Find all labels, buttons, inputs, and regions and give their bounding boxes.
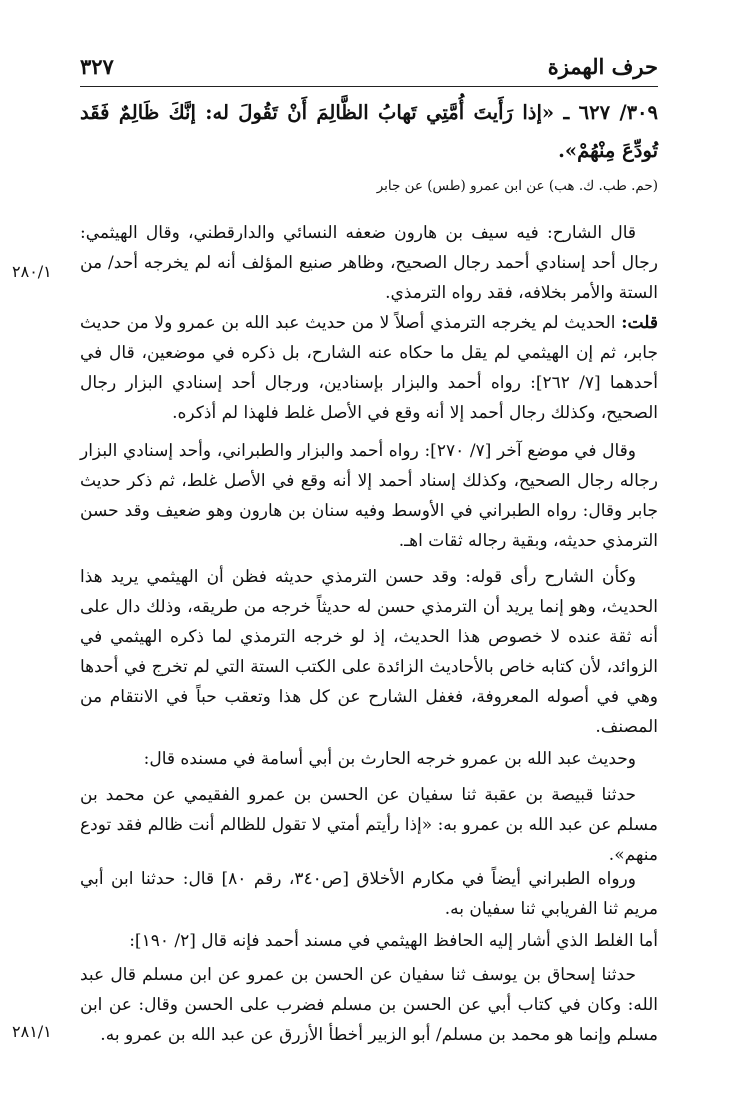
paragraph-4-text: وكأن الشارح رأى قوله: وقد حسن الترمذي حديثه فظن أن الهيثمي يريد هذا الحديث، وهو إنما يريد أن الترمذي حسن له حديثاً خرجه من طريقه، وذلك دال على أنه ثقة عنده لا خصوص هذا الحديث، إذ لو خرجه الترمذي لما ذكره الهيثمي في الزوائد، لأن كتابه خاص بالأحاديث الزائدة على الكتب الستة التي لم تخرج في أحدها وهي في أصوله المعروفة، فغفل الشارح عن كل هذا وتعقب حباً في الانتقام من المصنف. [80, 567, 658, 737]
paragraph-5-text: وحديث عبد الله بن عمرو خرجه الحارث بن أبي أسامة في مسنده قال: [143, 749, 636, 769]
paragraph-3-text: وقال في موضع آخر [٧/ ٢٧٠]: رواه أحمد والبزار والطبراني، وأحد إسنادي البزار رجاله رجال الصحيح، وكذلك إسناد أحمد إلا أنه وقع في الأصل غلط، ثم ذكر حديث جابر وقال: رواه الطبراني في الأوسط وفيه سنان بن هارون وهو ضعيف وقد حسن الترمذي حديثه، وبقية رجاله ثقات اهـ. [80, 441, 658, 551]
paragraph-2 [80, 308, 658, 428]
paragraph-6 [80, 780, 658, 870]
paragraph-2-lead: قلت: [621, 313, 658, 333]
hadith-text: ٣٠٩/ ٦٢٧ ـ «إذا رَأَيتَ أُمَّتِي تَهابُ الظَّالِمَ أَنْ تَقُولَ له: إنَّكَ ظَالِمٌ فَقَد تُودِّعَ مِنْهُمْ». [80, 101, 658, 162]
paragraph-4 [80, 562, 658, 742]
paragraph-1-text: قال الشارح: فيه سيف بن هارون ضعفه النسائي والدارقطني، وقال الهيثمي: رجال أحد إسنادي أحمد رجال الصحيح، وظاهر صنيع المؤلف أنه لم يخرجه أحد/ من الستة والأمر بخلافه، فقد رواه الترمذي. [80, 223, 658, 303]
page-header [80, 50, 658, 87]
paragraph-3 [80, 436, 658, 556]
paragraph-7 [80, 864, 658, 924]
paragraph-9-text: حدثنا إسحاق بن يوسف ثنا سفيان عن الحسن بن عمرو عن ابن مسلم قال عبد الله: وكان في كتاب أبي عن الحسن بن مسلم فضرب على الحسن وقال: عن ابن مسلم وإنما هو محمد بن مسلم/ أبو الزبير أخطأ الأزرق عن عبد الله بن عمرو به. [80, 965, 658, 1045]
paragraph-9 [80, 960, 658, 1050]
paragraph-5 [80, 744, 658, 774]
chapter-title: حرف الهمزة [547, 54, 658, 79]
margin-reference: ٢٨١/١ [12, 1022, 52, 1041]
paragraph-6-text: حدثنا قبيصة بن عقبة ثنا سفيان عن الحسن بن عمرو الفقيمي عن محمد بن مسلم عن عبد الله بن عمرو به: «إذا رأيتم أمتي لا تقول للظالم أنت ظالم فقد تودع منهم». [80, 785, 658, 865]
paragraph-1 [80, 218, 658, 308]
paragraph-7-text: ورواه الطبراني أيضاً في مكارم الأخلاق [ص٣٤٠، رقم ٨٠] قال: حدثنا ابن أبي مريم ثنا الفريابي ثنا سفيان به. [80, 869, 658, 919]
source-note: (حم. طب. ك. هب) عن ابن عمرو (طس) عن جابر [376, 178, 658, 194]
margin-reference: ٢٨٠/١ [12, 262, 52, 281]
paragraph-8 [80, 926, 658, 956]
page-number: ٣٢٧ [80, 54, 114, 79]
paragraph-8-text: أما الغلط الذي أشار إليه الحافظ الهيثمي في مسند أحمد فإنه قال [٢/ ١٩٠]: [129, 931, 658, 951]
paragraph-2-text: الحديث لم يخرجه الترمذي أصلاً لا من حديث عبد الله بن عمرو ولا من حديث جابر، ثم إن الهيثمي لم يقل ما حكاه عنه الشارح، بل ذكره في موضعين، قال في أحدهما [٧/ ٢٦٢]: رواه أحمد والبزار بإسنادين، ورجال أحد إسنادي البزار رجال الصحيح، وكذلك رجال أحمد إلا أنه وقع في الأصل غلط فلهذا لم أذكره. [80, 313, 658, 423]
